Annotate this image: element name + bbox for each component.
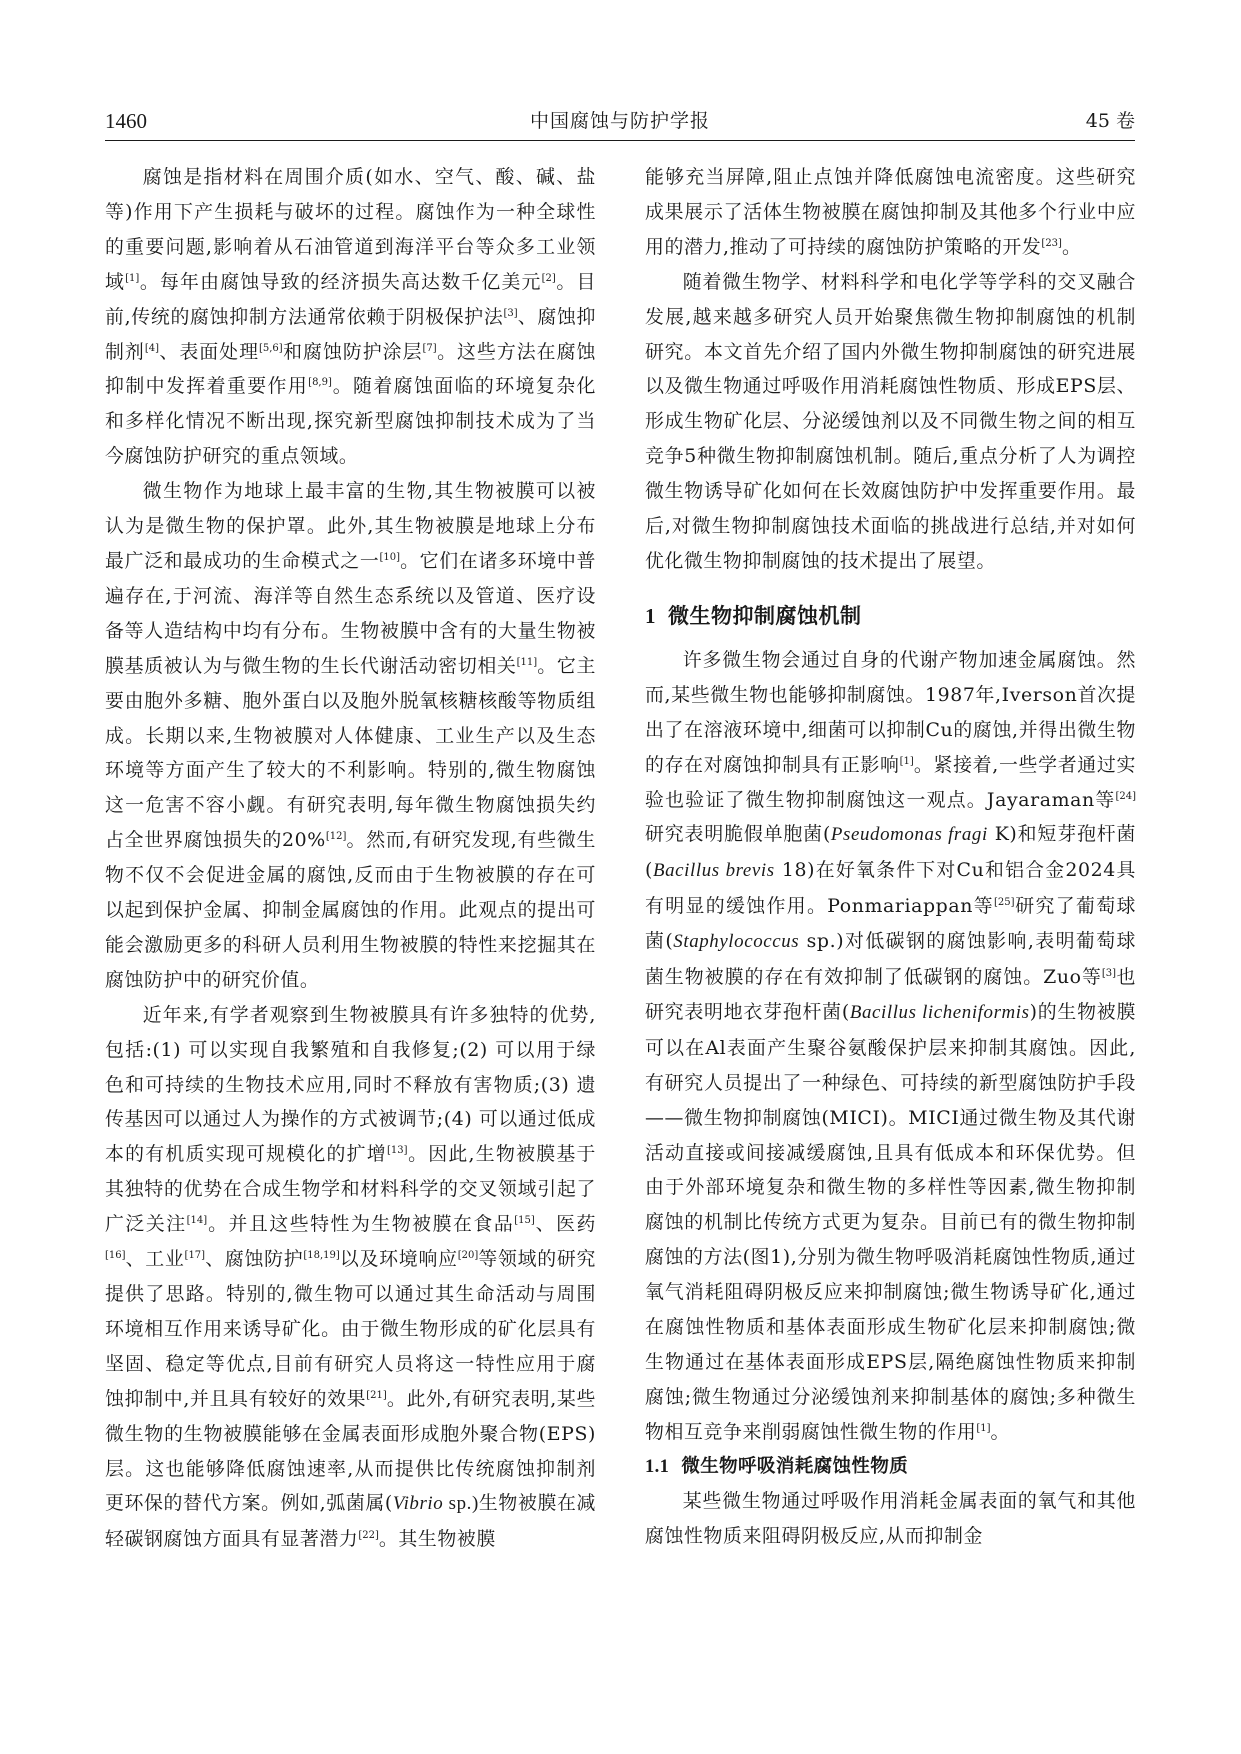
citation: [8,9] bbox=[308, 377, 332, 389]
citation: [24] bbox=[1115, 790, 1136, 802]
paragraph-intro-3: 近年来,有学者观察到生物被膜具有许多独特的优势,包括:(1) 可以实现自我繁殖和自我修复;(2) 可以用于绿色和可持续的生物技术应用,同时不释放有害物质;(3) 遗传基因可以通过人为操作的方式被调节;(4) 可以通过低成本的有机质实现可规模化的扩增[13]。因此,生物被膜基于其独特的优势在合成生物学和材料科学的交叉领域引起了广泛关注[14]。并且这些特性为生物被膜在食品[15]、医药[16]、工业[17]、腐蚀防护[18,19]以及环境响应[20]等领域的研究提供了思路。特别的,微生物可以通过其生命活动与周围环境相互作用来诱导矿化。由于微生物形成的矿化层具有坚固、稳定等优点,目前有研究人员将这一特性应用于腐蚀抑制中,并且具有较好的效果[21]。此外,有研究表明,某些微生物的生物被膜能够在金属表面形成胞外聚合物(EPS)层。这也能够降低腐蚀速率,从而提供比传统腐蚀抑制剂更环保的替代方案。例如,弧菌属(Vibrio sp.)生物被膜在减轻碳钢腐蚀方面具有显著潜力[22]。其生物被膜 bbox=[105, 1003, 596, 1551]
volume-label: 45 卷 bbox=[1085, 110, 1135, 132]
citation: [4] bbox=[144, 342, 159, 354]
species-name: Bacillus brevis bbox=[652, 860, 775, 882]
citation: [3] bbox=[503, 307, 518, 319]
citation: [18,19] bbox=[303, 1250, 340, 1262]
species-name: Bacillus licheniformis bbox=[849, 1001, 1030, 1023]
citation: [11] bbox=[516, 656, 538, 668]
species-name: Vibrio bbox=[392, 1493, 444, 1515]
section-heading-1: 1 微生物抑制腐蚀机制 bbox=[645, 603, 862, 628]
paragraph-section-1-1: 某些微生物通过呼吸作用消耗金属表面的氧气和其他腐蚀性物质来阻碍阴极反应,从而抑制金 bbox=[645, 1489, 1136, 1547]
species-name: Staphylococcus bbox=[673, 931, 800, 953]
citation: [2] bbox=[541, 272, 556, 284]
citation: [21] bbox=[366, 1389, 387, 1401]
journal-title: 中国腐蚀与防护学报 bbox=[529, 110, 710, 132]
paragraph-intro-4: 随着微生物学、材料科学和电化学等学科的交叉融合发展,越来越多研究人员开始聚焦微生物抑制腐蚀的机制研究。本文首先介绍了国内外微生物抑制腐蚀的研究进展以及微生物通过呼吸作用消耗腐蚀性物质、形成EPS层、形成生物矿化层、分泌缓蚀剂以及不同微生物之间的相互竞争5种微生物抑制腐蚀机制。随后,重点分析了人为调控微生物诱导矿化如何在长效腐蚀防护中发挥重要作用。最后,对微生物抑制腐蚀技术面临的挑战进行总结,并对如何优化微生物抑制腐蚀的技术提出了展望。 bbox=[645, 270, 1136, 572]
citation: [17] bbox=[184, 1250, 206, 1262]
citation: [13] bbox=[386, 1145, 408, 1157]
right-column bbox=[645, 160, 1136, 1720]
citation: [25] bbox=[994, 897, 1015, 909]
citation: [14] bbox=[186, 1215, 208, 1227]
citation: [7] bbox=[422, 342, 437, 354]
citation: [1] bbox=[125, 272, 140, 284]
citation: [5,6] bbox=[258, 342, 283, 354]
paragraph-intro-2: 微生物作为地球上最丰富的生物,其生物被膜可以被认为是微生物的保护罩。此外,其生物被膜是地球上分布最广泛和最成功的生命模式之一[10]。它们在诸多环境中普遍存在,于河流、海洋等自然生态系统以及管道、医疗设备等人造结构中均有分布。生物被膜中含有的大量生物被膜基质被认为与微生物的生长代谢活动密切相关[11]。它主要由胞外多糖、胞外蛋白以及胞外脱氧核糖核酸等物质组成。长期以来,生物被膜对人体健康、工业生产以及生态环境等方面产生了较大的不利影响。特别的,微生物腐蚀这一危害不容小觑。有研究表明,每年微生物腐蚀损失约占全世界腐蚀损失的20%[12]。然而,有研究发现,有些微生物不仅不会促进金属的腐蚀,反而由于生物被膜的存在可以起到保护金属、抑制金属腐蚀的作用。此观点的提出可能会激励更多的科研人员利用生物被膜的特性来挖掘其在腐蚀防护中的研究价值。 bbox=[105, 480, 596, 991]
citation: [12] bbox=[325, 831, 347, 843]
citation: [1] bbox=[976, 1422, 991, 1434]
citation: [22] bbox=[358, 1530, 379, 1542]
citation: [16] bbox=[105, 1250, 126, 1262]
page-number: 1460 bbox=[105, 109, 147, 133]
section-heading-1-1: 1.1 微生物呼吸消耗腐蚀性物质 bbox=[645, 1455, 909, 1477]
paragraph-section-1: 许多微生物会通过自身的代谢产物加速金属腐蚀。然而,某些微生物也能够抑制腐蚀。1987年,Iverson首次提出了在溶液环境中,细菌可以抑制Cu的腐蚀,并得出微生物的存在对腐蚀抑制具有正影响[1]。紧接着,一些学者通过实验也验证了微生物抑制腐蚀这一观点。Jayaraman等[24]研究表明脆假单胞菌(Pseudomonas fragi K)和短芽孢杆菌(Bacillus brevis 18)在好氧条件下对Cu和铝合金2024具有明显的缓蚀作用。Ponmariappan等[25]研究了葡萄球菌(Staphylococcus sp.)对低碳钢的腐蚀影响,表明葡萄球菌生物被膜的存在有效抑制了低碳钢的腐蚀。Zuo等[3]也研究表明地衣芽孢杆菌(Bacillus licheniformis)的生物被膜可以在Al表面产生聚谷氨酸保护层来抑制其腐蚀。因此,有研究人员提出了一种绿色、可持续的新型腐蚀防护手段——微生物抑制腐蚀(MICI)。MICI通过微生物及其代谢活动直接或间接减缓腐蚀,且具有低成本和环保优势。但由于外部环境复杂和微生物的多样性等因素,微生物抑制腐蚀的机制比传统方式更为复杂。目前已有的微生物抑制腐蚀的方法(图1),分别为微生物呼吸消耗腐蚀性物质,通过氧气消耗阻碍阴极反应来抑制腐蚀;微生物诱导矿化,通过在腐蚀性物质和基体表面形成生物矿化层来抑制腐蚀;微生物通过在基体表面形成EPS层,隔绝腐蚀性物质来抑制腐蚀;微生物通过分泌缓蚀剂来抑制基体的腐蚀;多种微生物相互竞争来削弱腐蚀性微生物的作用[1]。 bbox=[645, 648, 1136, 1443]
paragraph-intro-3-continued: 能够充当屏障,阻止点蚀并降低腐蚀电流密度。这些研究成果展示了活体生物被膜在腐蚀抑制及其他多个行业中应用的潜力,推动了可持续的腐蚀防护策略的开发[23]。 bbox=[645, 166, 1136, 258]
citation: [15] bbox=[514, 1215, 535, 1227]
citation: [23] bbox=[1041, 237, 1062, 249]
paragraph-intro-1: 腐蚀是指材料在周围介质(如水、空气、酸、碱、盐等)作用下产生损耗与破坏的过程。腐蚀作为一种全球性的重要问题,影响着从石油管道到海洋平台等众多工业领域[1]。每年由腐蚀导致的经济损失高达数千亿美元[2]。目前,传统的腐蚀抑制方法通常依赖于阴极保护法[3]、腐蚀抑制剂[4]、表面处理[5,6]和腐蚀防护涂层[7]。这些方法在腐蚀抑制中发挥着重要作用[8,9]。随着腐蚀面临的环境复杂化和多样化情况不断出现,探究新型腐蚀抑制技术成为了当今腐蚀防护研究的重点领域。 bbox=[105, 166, 596, 468]
citation: [1] bbox=[899, 755, 914, 767]
citation: [3] bbox=[1101, 968, 1117, 980]
citation: [20] bbox=[457, 1250, 479, 1262]
left-column bbox=[105, 160, 596, 1720]
species-name: Pseudomonas fragi bbox=[830, 824, 988, 846]
running-header bbox=[105, 104, 1135, 141]
citation: [10] bbox=[379, 551, 400, 563]
